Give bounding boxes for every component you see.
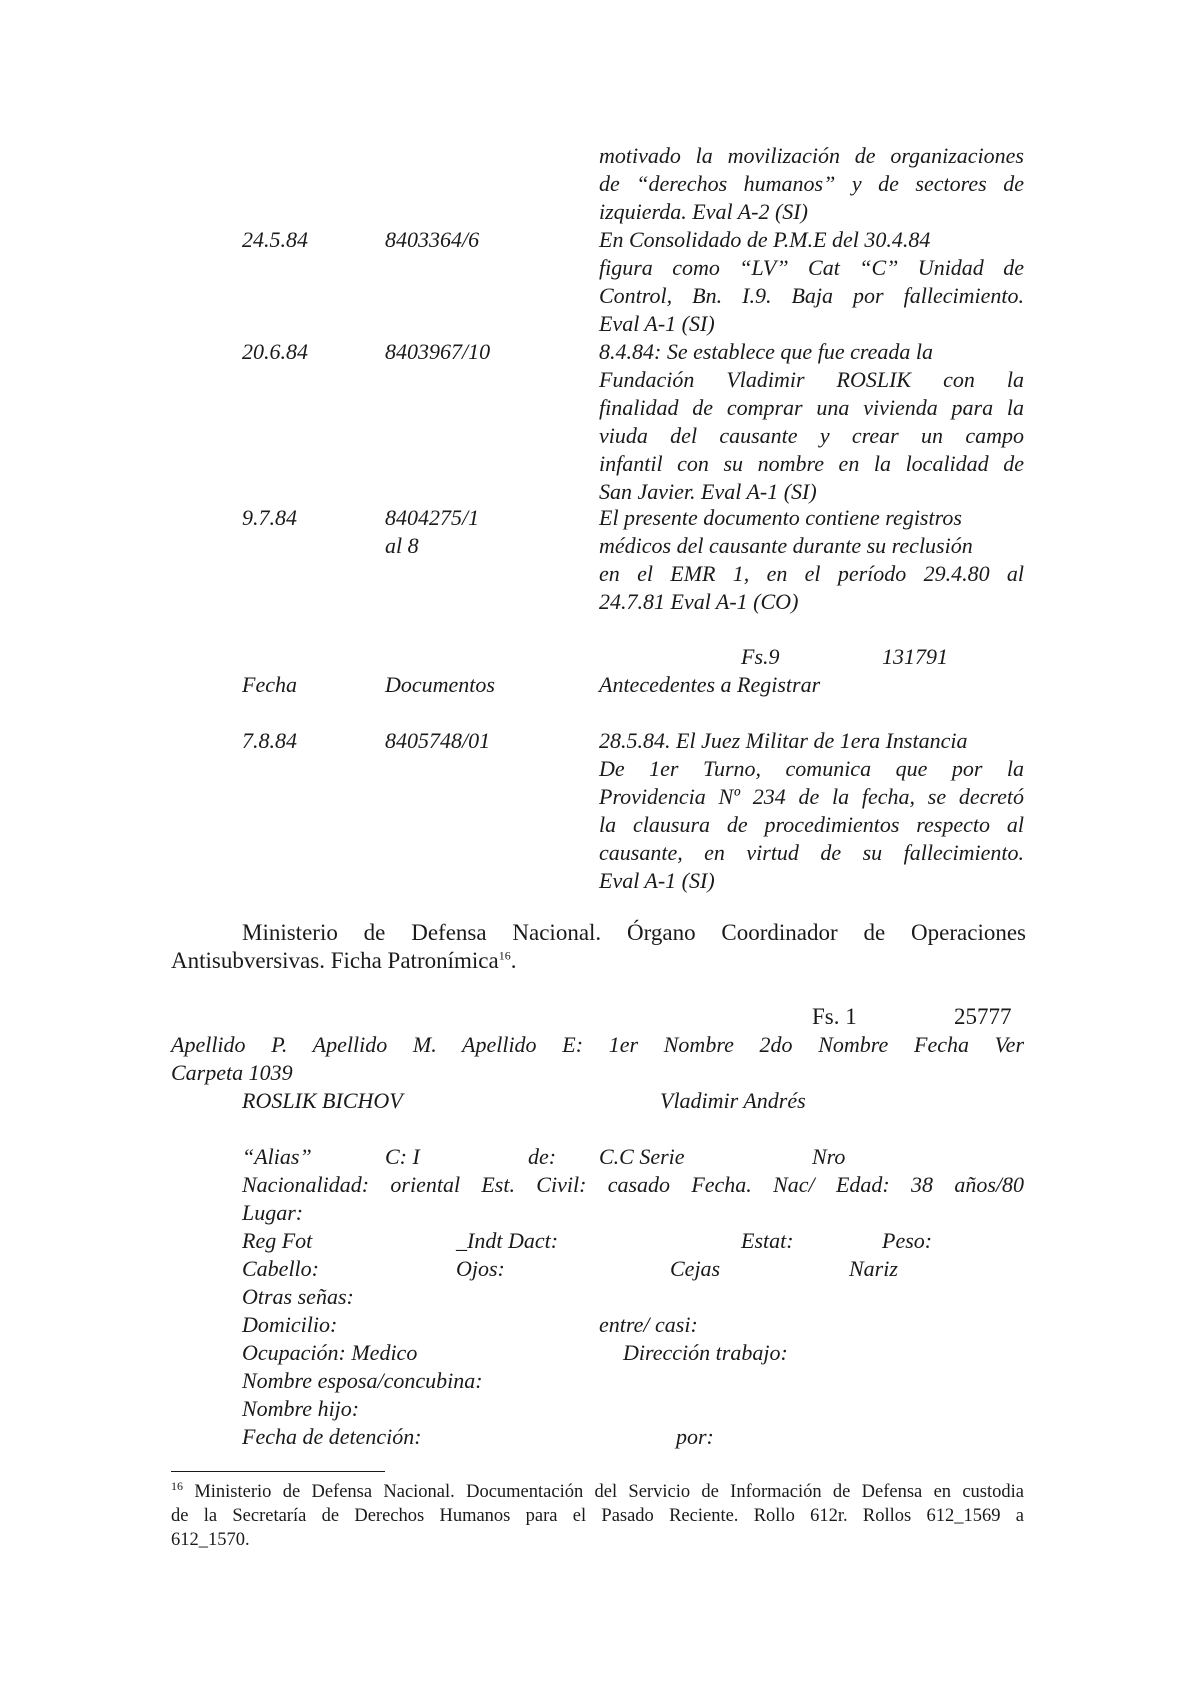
text-line: 28.5.84. El Juez Militar de 1era Instancia — [599, 728, 968, 753]
text-line: Eval A-1 (SI) — [599, 868, 715, 893]
record-documento: 8404275/1 — [385, 505, 480, 530]
text-line: De 1er Turno, comunica que por la — [599, 756, 1024, 781]
field-cc-serie: C.C Serie — [599, 1144, 685, 1169]
field-domicilio: Domicilio: — [242, 1312, 338, 1337]
folio-number: 131791 — [882, 644, 948, 669]
folio-fs: Fs.9 — [741, 644, 780, 669]
record-fecha: 20.6.84 — [242, 339, 308, 364]
footnote-separator — [171, 1471, 385, 1472]
paragraph-text: Antisubversivas. Ficha Patronímica — [171, 948, 499, 973]
field-nombre-hijo: Nombre hijo: — [242, 1396, 360, 1421]
text-line: Eval A-1 (SI) — [599, 311, 715, 336]
field-otras-senas: Otras señas: — [242, 1284, 354, 1309]
text-line: Control, Bn. I.9. Baja por fallecimiento. — [599, 283, 1024, 308]
field-direccion-trabajo: Dirección trabajo: — [623, 1340, 788, 1365]
field-indt-dact: _Indt Dact: — [456, 1228, 559, 1253]
record-documento: 8403967/10 — [385, 339, 491, 364]
field-por: por: — [676, 1424, 714, 1449]
field-nacionalidad-line: Nacionalidad: oriental Est. Civil: casado Fecha. Nac/ Edad: 38 años/80 — [242, 1172, 1024, 1197]
record-fecha: 7.8.84 — [242, 728, 297, 753]
field-entre-casi: entre/ casi: — [599, 1312, 698, 1337]
folio-number: 25777 — [954, 1004, 1012, 1029]
header-documentos: Documentos — [385, 672, 495, 697]
text-line: viuda del causante y crear un campo — [599, 423, 1024, 448]
text-line: Providencia Nº 234 de la fecha, se decretó — [599, 784, 1024, 809]
field-estat: Estat: — [741, 1228, 794, 1253]
record-antecedentes — [599, 504, 1024, 616]
footnote-text: Ministerio de Defensa Nacional. Documentación del Servicio de Información de Defensa en custodia — [194, 1482, 1024, 1502]
record-antecedentes — [599, 727, 1024, 895]
field-lugar: Lugar: — [242, 1200, 304, 1225]
record-documento: 8403364/6 — [385, 227, 480, 252]
footnote-reference: 16 — [498, 948, 511, 963]
text-line: causante, en virtud de su fallecimiento. — [599, 840, 1024, 865]
text-line: figura como “LV” Cat “C” Unidad de — [599, 255, 1024, 280]
record-documento: 8405748/01 — [385, 728, 491, 753]
field-cabello: Cabello: — [242, 1256, 319, 1281]
ficha-header-line: Carpeta 1039 — [171, 1060, 293, 1085]
field-reg-fot: Reg Fot — [242, 1228, 313, 1253]
header-fecha: Fecha — [242, 672, 297, 697]
header-antecedentes: Antecedentes a Registrar — [599, 672, 821, 697]
record-fecha: 24.5.84 — [242, 227, 308, 252]
field-de: de: — [528, 1144, 557, 1169]
field-alias: “Alias” — [242, 1144, 312, 1169]
paragraph-line — [171, 947, 516, 975]
text-line: El presente documento contiene registros — [599, 505, 962, 530]
folio-fs: Fs. 1 — [812, 1004, 857, 1029]
apellidos: ROSLIK BICHOV — [242, 1088, 403, 1113]
footnote-number: 16 — [171, 1478, 183, 1493]
field-nombre-esposa: Nombre esposa/concubina: — [242, 1368, 483, 1393]
ficha-header-line: Apellido P. Apellido M. Apellido E: 1er Nombre 2do Nombre Fecha Ver — [171, 1032, 1024, 1057]
field-fecha-detencion: Fecha de detención: — [242, 1424, 422, 1449]
footnote-line: 612_1570. — [171, 1530, 250, 1550]
footnote-line: de la Secretaría de Derechos Humanos para el Pasado Reciente. Rollo 612r. Rollos 612_1569 a — [171, 1506, 1024, 1526]
text-line: Fundación Vladimir ROSLIK con la — [599, 367, 1024, 392]
text-line: 24.7.81 Eval A-1 (CO) — [599, 589, 799, 614]
field-ojos: Ojos: — [456, 1256, 505, 1281]
record-documento: al 8 — [385, 533, 419, 558]
record-fecha: 9.7.84 — [242, 505, 297, 530]
text-line: la clausura de procedimientos respecto al — [599, 812, 1024, 837]
text-line: en el EMR 1, en el período 29.4.80 al — [599, 561, 1024, 586]
field-cejas: Cejas — [670, 1256, 721, 1281]
field-peso: Peso: — [882, 1228, 933, 1253]
field-ci: C: I — [385, 1144, 420, 1169]
text-line: finalidad de comprar una vivienda para la — [599, 395, 1024, 420]
field-ocupacion: Ocupación: Medico — [242, 1340, 418, 1365]
text-line: motivado la movilización de organizaciones — [599, 143, 1024, 168]
text-line: En Consolidado de P.M.E del 30.4.84 — [599, 227, 931, 252]
text-line: 8.4.84: Se establece que fue creada la — [599, 339, 933, 364]
nombres: Vladimir Andrés — [660, 1088, 806, 1113]
paragraph-end: . — [510, 948, 517, 973]
text-line: infantil con su nombre en la localidad de — [599, 451, 1024, 476]
text-line: médicos del causante durante su reclusión — [599, 533, 973, 558]
text-line: San Javier. Eval A-1 (SI) — [599, 479, 817, 504]
paragraph-line: Ministerio de Defensa Nacional. Órgano Coordinador de Operaciones — [242, 920, 1026, 945]
continuation-text — [599, 142, 1024, 226]
text-line: izquierda. Eval A-2 (SI) — [599, 199, 808, 224]
record-antecedentes — [599, 338, 1024, 506]
footnote-line — [171, 1480, 1024, 1504]
field-nariz: Nariz — [849, 1256, 898, 1281]
record-antecedentes — [599, 226, 1024, 338]
field-nro: Nro — [812, 1144, 846, 1169]
text-line: de “derechos humanos” y de sectores de — [599, 171, 1024, 196]
